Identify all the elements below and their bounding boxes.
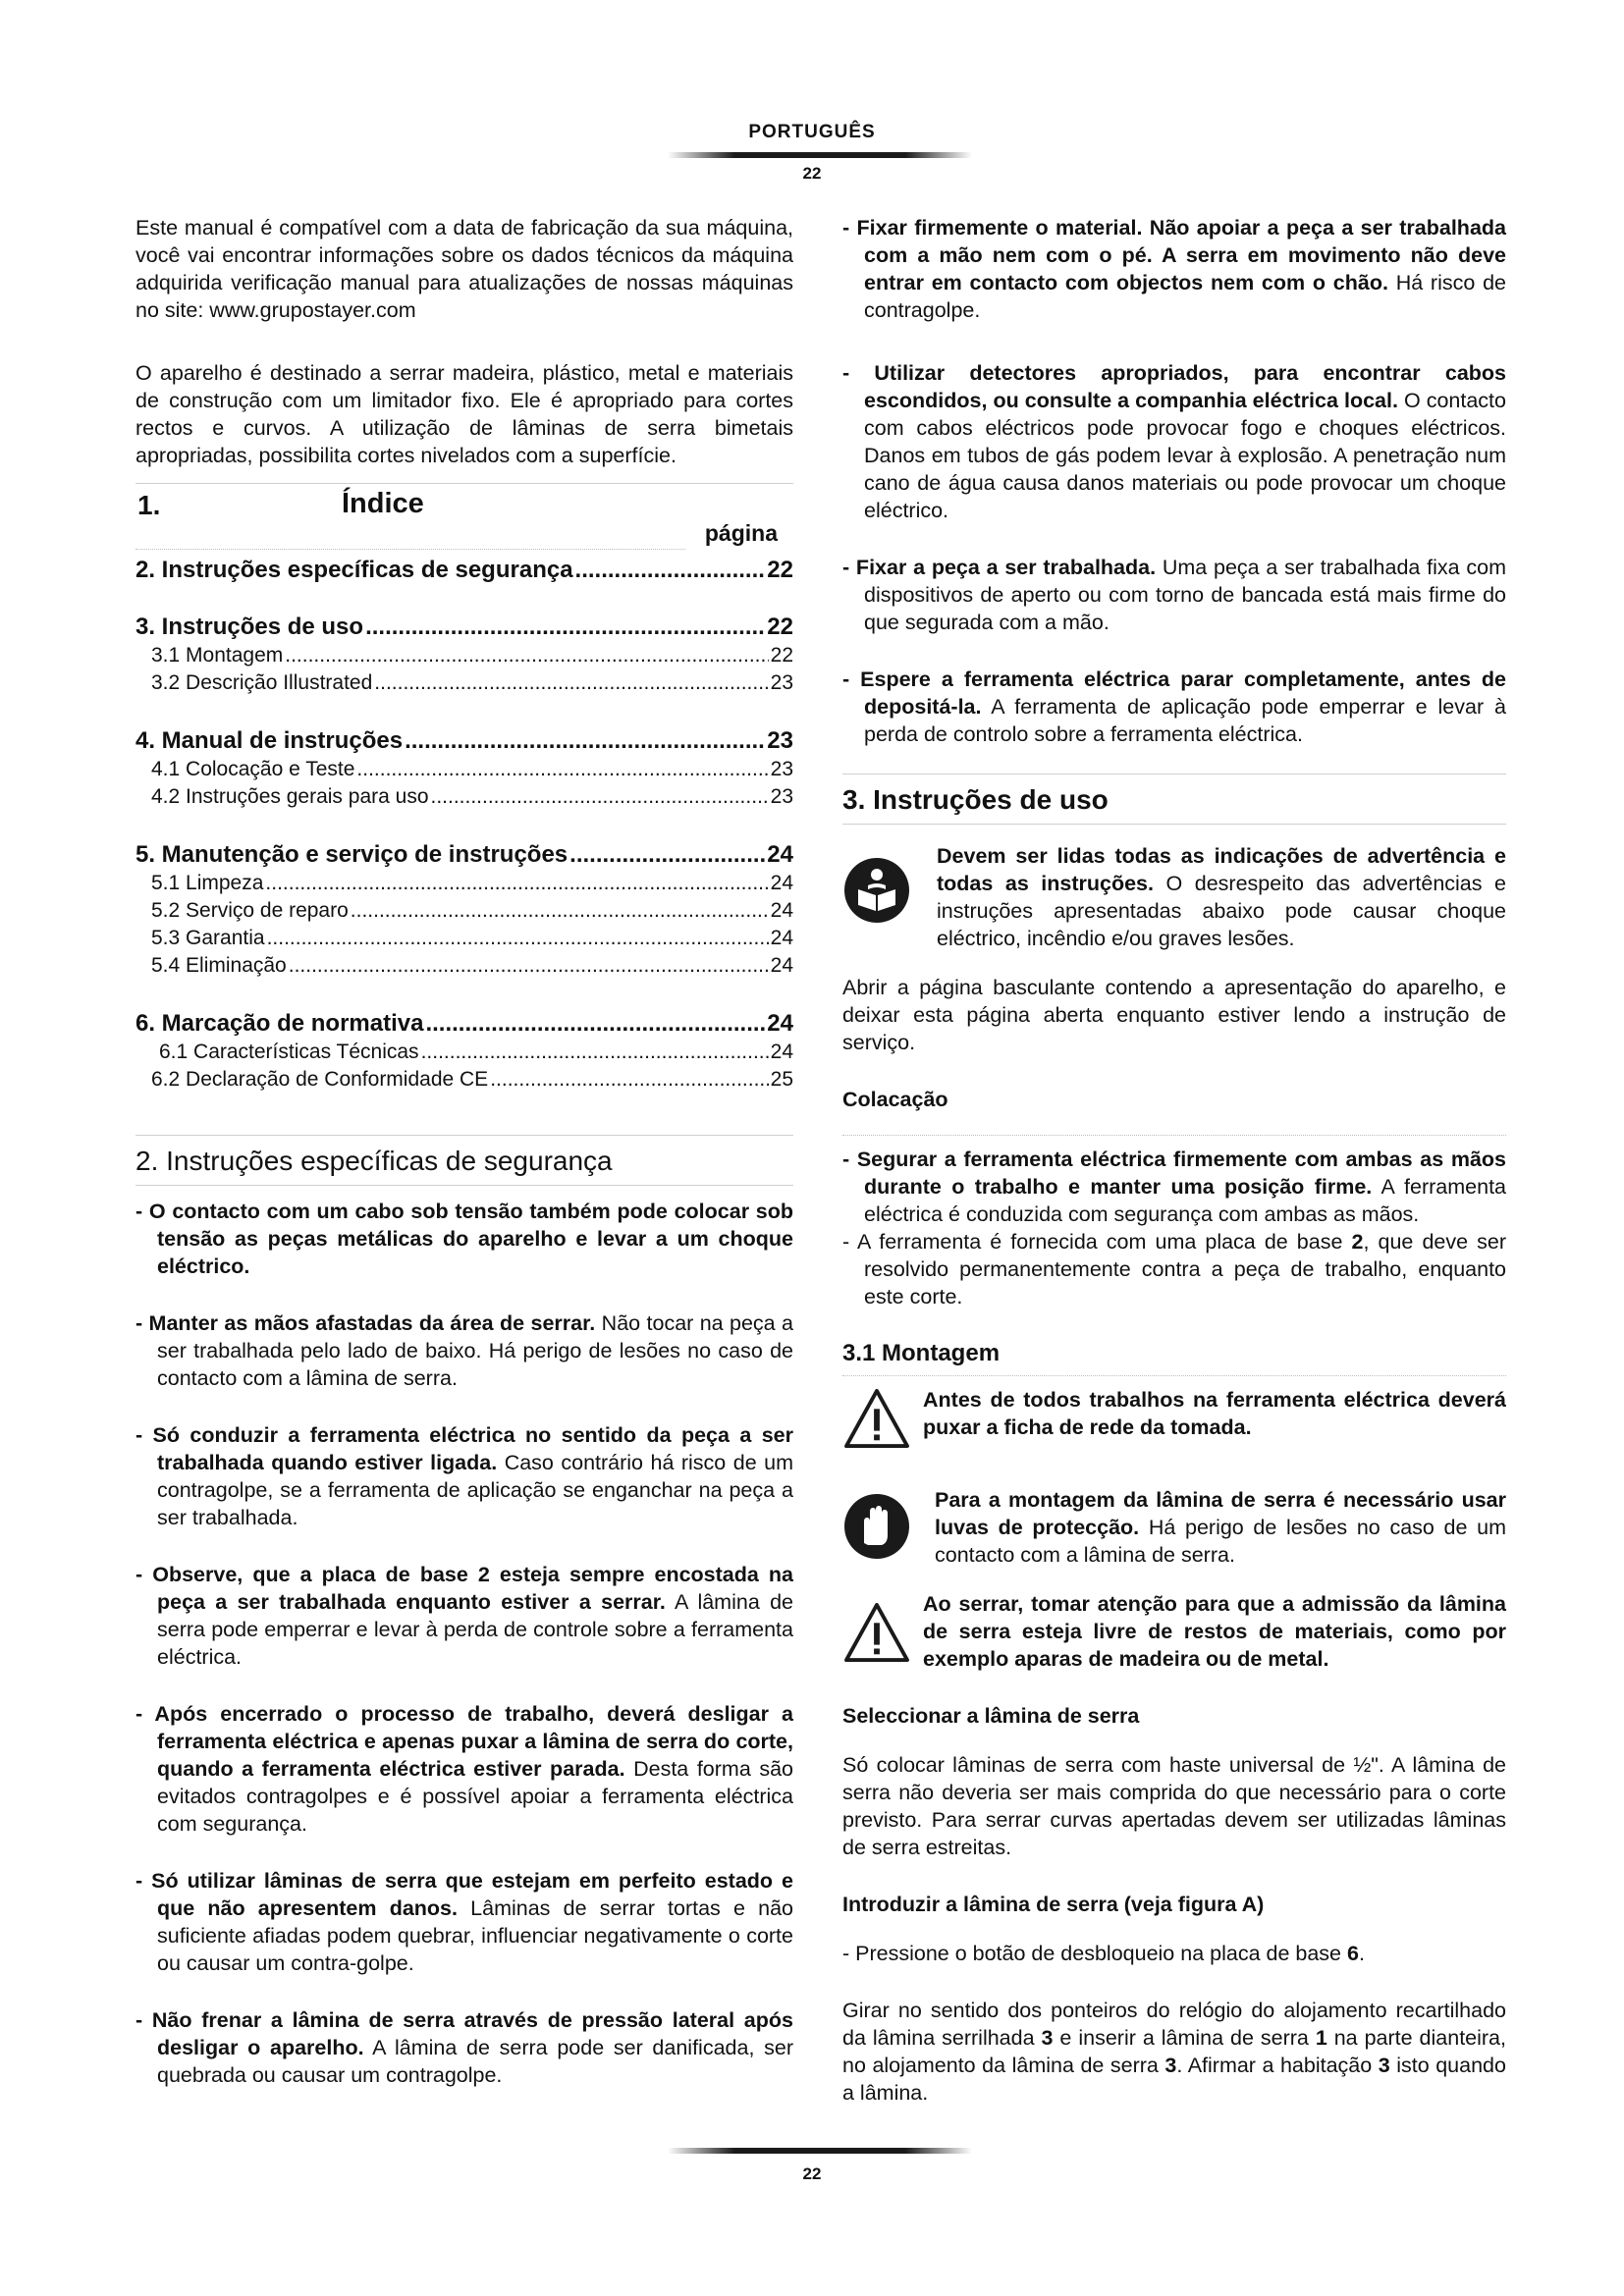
toc-entry: 5.1 Limpeza ..... 24 — [135, 870, 793, 897]
divider — [842, 1375, 1506, 1376]
footer-bar — [668, 2148, 972, 2154]
colacacao-item: - Segurar a ferramenta eléctrica firmemente com ambas as mãos durante o trabalho e manter uma posição firme. A ferramenta eléctrica é conduzida com segurança com ambas as mãos. — [842, 1148, 1506, 1226]
safety-item: - Após encerrado o processo de trabalho, deverá desligar a ferramenta eléctrica e apenas puxar a lâmina de serra do corte, quando a ferramenta eléctrica estiver parada. Desta forma são evitados contragolpes e é possível apoiar a ferramenta eléctrica com segurança. — [135, 1702, 793, 1836]
press-release-text: - Pressione o botão de desbloqueio na placa de base 6. — [842, 1942, 1365, 1965]
toc-entry: 5.3 Garantia ..... 24 — [135, 925, 793, 952]
divider — [135, 1135, 793, 1136]
toc-entry: 6.1 Características Técnicas ..... 24 — [135, 1039, 793, 1066]
right-column — [842, 214, 1506, 2107]
safety-item: - Fixar firmemente o material. Não apoiar a peça a ser trabalhada com a mão nem com o pé. A serra em movimento não deve entrar em contacto com objectos nem com o chão. Há risco de contragolpe. — [842, 216, 1506, 322]
page-number-top: 22 — [802, 164, 822, 183]
toc-entry: 5. Manutenção e serviço de instruções ..... 24 — [135, 840, 793, 870]
toc-title: Índice — [342, 488, 424, 519]
section-title-use: 3. Instruções de uso — [842, 784, 1109, 815]
gloves-icon — [842, 1492, 911, 1561]
toc-entry: 4.1 Colocação e Teste ..... 23 — [135, 756, 793, 783]
left-column — [135, 214, 793, 2089]
warning-triangle-icon — [842, 1602, 911, 1663]
toc-entry: 3. Instruções de uso ..... 22 — [135, 613, 793, 642]
section-title-safety: 2. Instruções específicas de segurança — [135, 1146, 613, 1176]
insert-blade-heading: Introduzir a lâmina de serra (veja figura A) — [842, 1893, 1265, 1916]
toc-entry: 3.1 Montagem ..... 22 — [135, 642, 793, 669]
page-number-bottom: 22 — [802, 2164, 822, 2183]
colacacao-heading: Colacação — [842, 1088, 948, 1111]
montagem-title: 3.1 Montagem — [842, 1340, 1001, 1366]
toc-entry: 4.2 Instruções gerais para uso ..... 23 — [135, 783, 793, 811]
page-header — [0, 122, 1624, 143]
toc-entry: 4. Manual de instruções ..... 23 — [135, 726, 793, 756]
select-blade-text: Só colocar lâminas de serra com haste universal de ½". A lâmina de serra não deveria ser mais comprida do que necessário para o corte previsto. Para serrar curvas apertadas devem ser utilizadas lâminas de serra estreitas. — [842, 1753, 1506, 1859]
toc-entry: 5.2 Serviço de reparo ..... 24 — [135, 897, 793, 925]
divider — [135, 1185, 793, 1186]
toc-entry: 5.4 Eliminação ..... 24 — [135, 952, 793, 980]
safety-item: - Utilizar detectores apropriados, para encontrar cabos escondidos, ou consulte a companhia eléctrica local. O contacto com cabos eléctricos pode provocar fogo e choques eléctricos. Danos em tubos de gás podem levar à explosão. A penetração num cano de água causa danos materiais ou pode provocar um choque eléctrico. — [842, 361, 1506, 522]
toc-entry: 6. Marcação de normativa ..... 24 — [135, 1009, 793, 1039]
intro-paragraph-1: Este manual é compatível com a data de fabricação da sua máquina, você vai encontrar informações sobre os dados técnicos da máquina adquirida verificação manual para atualizações de nossas máquinas no site: www.grupostayer.com — [135, 216, 793, 322]
toc-entry: 6.2 Declaração de Conformidade CE ..... 25 — [135, 1066, 793, 1094]
rotate-holder-text: Girar no sentido dos ponteiros do relógio do alojamento recartilhado da lâmina serrilhada 3 e inserir a lâmina de serra 1 na parte dianteira, no alojamento da lâmina de serra 3. Afirmar a habitação 3 isto quando a lâmina. — [842, 1999, 1506, 2105]
header-bar — [668, 152, 972, 158]
divider — [842, 1135, 1506, 1136]
safety-item: - Só conduzir a ferramenta eléctrica no sentido da peça a ser trabalhada quando estiver ligada. Caso contrário há risco de um contragolpe, se a ferramenta de aplicação se enganchar na peça a ser trabalhada. — [135, 1423, 793, 1529]
intro-paragraph-2: O aparelho é destinado a serrar madeira, plástico, metal e materiais de construção com um limitador fixo. Ele é apropriado para cortes rectos e curvos. A utilização de lâminas de serra bimetais apropriadas, possibilita cortes nivelados com a superfície. — [135, 361, 793, 467]
safety-item: - Não frenar a lâmina de serra através de pressão lateral após desligar o aparelho. A lâmina de serra pode ser danificada, ser quebrada ou causar um contragolpe. — [135, 2008, 794, 2087]
colacacao-item: - A ferramenta é fornecida com uma placa de base 2, que deve ser resolvido permanentemente contra a peça de trabalho, enquanto este corte. — [842, 1230, 1506, 1308]
safety-item: - Manter as mãos afastadas da área de serrar. Não tocar na peça a ser trabalhada pelo lado de baixo. Há perigo de lesões no caso de contacto com a lâmina de serra. — [135, 1311, 793, 1390]
toc-entry: 3.2 Descrição Illustrated ..... 23 — [135, 669, 793, 697]
unplug-warning: Antes de todos trabalhos na ferramenta eléctrica deverá puxar a ficha de rede da tomada. — [842, 1386, 1506, 1465]
open-page-paragraph: Abrir a página basculante contendo a apresentação do aparelho, e deixar esta página aberta enquanto estiver lendo a instrução de serviço. — [842, 976, 1506, 1054]
clean-holder-warning: Ao serrar, tomar atenção para que a admissão da lâmina de serra esteja livre de restos de materiais, como por exemplo aparas de madeira ou de metal. — [842, 1590, 1506, 1673]
toc-header-rule — [135, 549, 685, 550]
table-of-contents — [135, 488, 793, 1094]
divider — [135, 483, 793, 484]
toc-entry: 2. Instruções específicas de segurança ..... 22 — [135, 556, 793, 585]
divider — [842, 824, 1506, 825]
toc-page-label: página — [704, 520, 778, 546]
toc-number: 1. — [137, 490, 161, 520]
safety-item: - Espere a ferramenta eléctrica parar completamente, antes de depositá-la. A ferramenta de aplicação pode emperrar e levar à perda de controlo sobre a ferramenta eléctrica. — [842, 667, 1506, 746]
safety-item: - Fixar a peça a ser trabalhada. Uma peça a ser trabalhada fixa com dispositivos de aperto ou com torno de bancada está mais firme do que segurada com a mão. — [842, 556, 1506, 634]
safety-item: - O contacto com um cabo sob tensão também pode colocar sob tensão as peças metálicas do aparelho e levar a um choque eléctrico. — [135, 1200, 793, 1278]
read-manual-warning: Devem ser lidas todas as indicações de advertência e todas as instruções. O desrespeito das advertências e instruções apresentadas abaixo pode causar choque eléctrico, incêndio e/ou graves lesões. — [842, 842, 1506, 952]
safety-item: - Observe, que a placa de base 2 esteja sempre encostada na peça a ser trabalhada enquanto estiver a serrar. A lâmina de serra pode emperrar e levar à perda de controle sobre a ferramenta eléctrica. — [135, 1563, 793, 1669]
warning-triangle-icon — [842, 1388, 911, 1449]
gloves-warning: Para a montagem da lâmina de serra é necessário usar luvas de protecção. Há perigo de lesões no caso de um contacto com a lâmina de serra. — [842, 1486, 1506, 1569]
language-label: PORTUGUÊS — [748, 122, 876, 142]
read-manual-icon — [842, 856, 911, 925]
select-blade-heading: Seleccionar a lâmina de serra — [842, 1704, 1140, 1728]
toc-header — [135, 488, 793, 549]
safety-item: - Só utilizar lâminas de serra que estejam em perfeito estado e que não apresentem danos. Lâminas de serrar tortas e não suficiente afiadas podem quebrar, influenciar negativamente o corte ou causar um contra-golpe. — [135, 1869, 793, 1975]
